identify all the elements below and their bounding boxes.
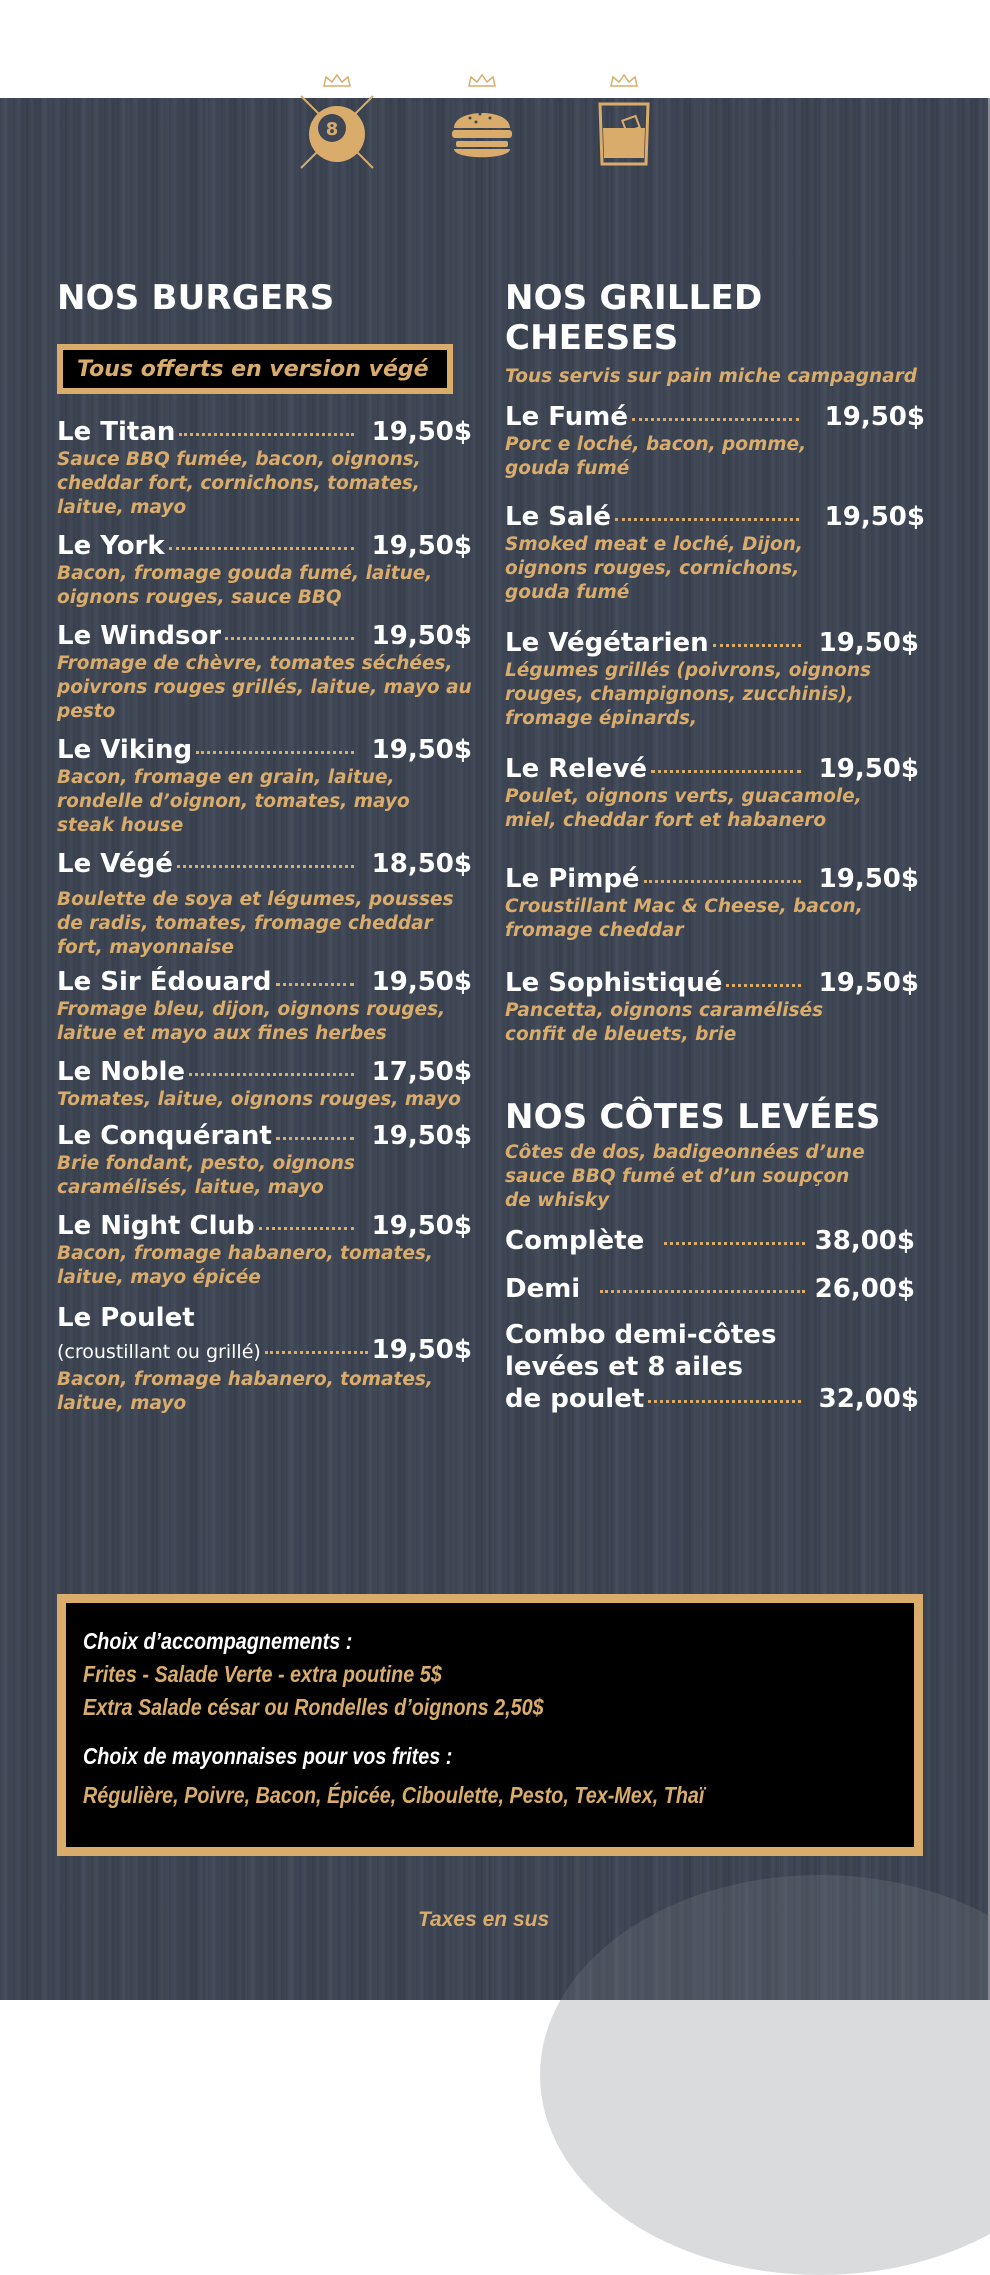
item-name: Le Pimpé: [505, 864, 640, 894]
item-description: Tomates, laitue, oignons rouges, mayo: [57, 1089, 461, 1110]
grilled-cheeses-section: [505, 278, 930, 1415]
dot-leader: [265, 1351, 368, 1354]
item-description: Fromage bleu, dijon, oignons rouges, laitue et mayo aux fines herbes: [57, 999, 446, 1044]
menu-item: [57, 620, 472, 724]
taxes-note: Taxes en sus: [418, 1908, 550, 1931]
sides-box: [57, 1594, 923, 1856]
sides-extra: Extra Salade césar ou Rondelles d’oignons 2,50$: [83, 1694, 544, 1720]
dot-leader: [664, 1242, 804, 1245]
item-price: 19,50$: [818, 628, 919, 658]
dot-leader: [632, 418, 799, 421]
menu-item: [57, 848, 472, 960]
menu-item: [57, 530, 472, 610]
item-name: Le Végé: [57, 849, 173, 879]
burger-icon: [450, 100, 514, 162]
burgers-section: [57, 278, 472, 1416]
dot-leader: [600, 1290, 804, 1293]
menu-item: [505, 1273, 915, 1305]
item-name: Le Sir Édouard: [57, 967, 272, 997]
grilled-cheeses-note: Tous servis sur pain miche campagnard: [505, 366, 917, 387]
item-name: Le Sophistiqué: [505, 968, 723, 998]
dot-leader: [259, 1227, 354, 1230]
item-name: de poulet: [505, 1384, 645, 1414]
item-description: Bacon, fromage en grain, laitue, rondelle d’oignon, tomates, mayo steak house: [57, 767, 410, 836]
dot-leader: [713, 644, 801, 647]
vege-note: Tous offerts en version végé: [77, 356, 429, 382]
menu-item: [505, 753, 919, 833]
item-name: Le Salé: [505, 502, 612, 532]
menu-item: [57, 966, 472, 1046]
item-price: 19,50$: [824, 402, 925, 432]
ribs-title: NOS CÔTES LEVÉES: [505, 1097, 881, 1137]
item-price: 19,50$: [371, 735, 472, 765]
item-description: Bacon, fromage habanero, tomates, laitue, mayo épicée: [57, 1243, 433, 1288]
menu-item: [505, 501, 925, 605]
item-name: Le Conquérant: [57, 1121, 272, 1151]
item-price: 26,00$: [814, 1274, 915, 1304]
item-description: Poulet, oignons verts, guacamole, miel, cheddar fort et habanero: [505, 786, 862, 831]
dot-leader: [189, 1073, 354, 1076]
dot-leader: [651, 770, 801, 773]
item-name: Le Poulet: [57, 1303, 195, 1333]
menu-item: [57, 1056, 472, 1112]
item-description: Boulette de soya et légumes, pousses de radis, tomates, fromage cheddar fort, mayonnaise: [57, 889, 454, 958]
item-price: 19,50$: [824, 502, 925, 532]
vege-note-box: [57, 344, 453, 394]
dot-leader: [726, 984, 800, 987]
crown-icon: [467, 74, 497, 88]
dot-leader: [225, 637, 354, 640]
item-description: Sauce BBQ fumée, bacon, oignons, cheddar fort, cornichons, tomates, laitue, mayo: [57, 449, 421, 518]
menu-item: [57, 1120, 472, 1200]
whisky-glass-icon: [596, 100, 652, 168]
dot-leader: [648, 1400, 800, 1403]
dot-leader: [644, 880, 801, 883]
item-description: Bacon, fromage gouda fumé, laitue, oignons rouges, sauce BBQ: [57, 563, 433, 608]
dot-leader: [177, 865, 354, 868]
ribs-note: Côtes de dos, badigeonnées d’une sauce BBQ fumé et d’un soupçon de whisky: [505, 1142, 865, 1211]
item-price: 18,50$: [371, 849, 472, 879]
dot-leader: [276, 983, 354, 986]
item-description: Fromage de chèvre, tomates séchées, poivrons rouges grillés, laitue, mayo au pesto: [57, 653, 472, 722]
svg-text:8: 8: [325, 119, 339, 140]
item-description: Légumes grillés (poivrons, oignons rouges, champignons, zucchinis), fromage épinards,: [505, 660, 872, 729]
item-name: Le Night Club: [57, 1211, 255, 1241]
item-price: 19,50$: [371, 1121, 472, 1151]
item-price: 19,50$: [818, 754, 919, 784]
sides-heading: Choix d’accompagnements :: [83, 1628, 353, 1654]
item-description: Croustillant Mac & Cheese, bacon, fromage cheddar: [505, 896, 863, 941]
crown-icon: [322, 74, 352, 88]
item-price: 19,50$: [818, 968, 919, 998]
item-name: Le Viking: [57, 735, 193, 765]
ribs-section: [505, 1097, 930, 1415]
item-price: 19,50$: [371, 1335, 472, 1365]
item-name: Le Relevé: [505, 754, 648, 784]
menu-item: [57, 734, 472, 838]
menu-item: [57, 1210, 472, 1290]
dot-leader: [196, 751, 354, 754]
mayo-options: Régulière, Poivre, Bacon, Épicée, Ciboulette, Pesto, Tex-Mex, Thaï: [83, 1782, 705, 1808]
item-name: Le Fumé: [505, 402, 628, 432]
item-price: 19,50$: [371, 417, 472, 447]
menu-item: [505, 627, 919, 731]
billiard-8-ball-icon: [297, 92, 377, 172]
crown-icon: [609, 74, 639, 88]
item-name: Le Noble: [57, 1057, 186, 1087]
item-name: Le Titan: [57, 417, 176, 447]
item-name: Le Végétarien: [505, 628, 709, 658]
menu-item: Combo demi-côtes levées et 8 ailes de poulet 32,00$: [505, 1320, 919, 1414]
item-price: 19,50$: [818, 864, 919, 894]
item-name: Complète: [505, 1226, 645, 1256]
item-description: Porc e loché, bacon, pomme, gouda fumé: [505, 434, 807, 479]
item-price: 19,50$: [371, 1211, 472, 1241]
item-name: Le York: [57, 531, 165, 561]
menu-item: [57, 416, 472, 520]
menu-item: [505, 967, 919, 1047]
item-description: Pancetta, oignons caramélisés confit de bleuets, brie: [505, 1000, 824, 1045]
item-price: 32,00$: [818, 1384, 919, 1414]
item-name: Le Windsor: [57, 621, 222, 651]
item-price: 17,50$: [371, 1057, 472, 1087]
dot-leader: [169, 547, 354, 550]
menu-item: [505, 1225, 915, 1257]
item-subnote: (croustillant ou grillé): [57, 1341, 261, 1363]
dot-leader: [276, 1137, 354, 1140]
item-description: Smoked meat e loché, Dijon, oignons rouges, cornichons, gouda fumé: [505, 534, 803, 603]
mayo-heading: Choix de mayonnaises pour vos frites :: [83, 1743, 453, 1769]
item-price: 19,50$: [371, 967, 472, 997]
item-price: 19,50$: [371, 531, 472, 561]
item-description: Bacon, fromage habanero, tomates, laitue, mayo: [57, 1369, 433, 1414]
dot-leader: [615, 518, 799, 521]
item-name: Demi: [505, 1274, 581, 1304]
item-description: Brie fondant, pesto, oignons caramélisés, laitue, mayo: [57, 1153, 355, 1198]
menu-item: [57, 1302, 472, 1416]
item-price: 38,00$: [814, 1226, 915, 1256]
item-price: 19,50$: [371, 621, 472, 651]
sides-option: Frites - Salade Verte - extra poutine 5$: [83, 1661, 442, 1687]
dot-leader: [179, 433, 353, 436]
menu-item: [505, 863, 919, 943]
grilled-cheeses-title: NOS GRILLED CHEESES: [505, 278, 763, 358]
menu-item: [505, 401, 925, 481]
burgers-title: NOS BURGERS: [57, 278, 335, 318]
